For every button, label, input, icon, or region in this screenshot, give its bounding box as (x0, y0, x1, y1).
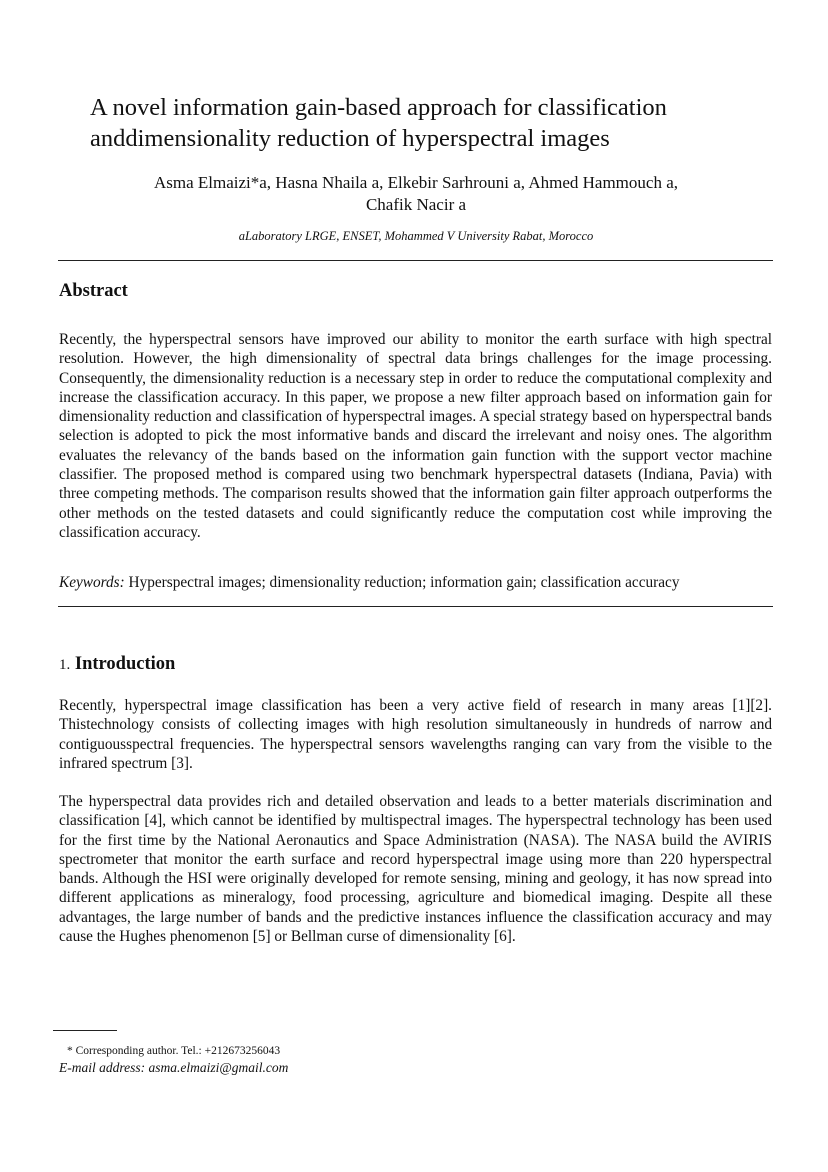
intro-paragraph-1: Recently, hyperspectral image classification has been a very active field of research in many areas [1][2]. Thistechnology consists of collecting images with high resolution simultaneously in hundreds of narrow and contiguousspectral frequencies. The hyperspectral sensors wavelengths ranging can vary from the visible to the infrared spectrum [3]. (59, 697, 772, 772)
author-list (60, 172, 772, 216)
abstract-heading: Abstract (59, 281, 128, 301)
section-number: 1. (59, 657, 71, 673)
introduction-heading (59, 654, 175, 675)
keywords-text: Hyperspectral images; dimensionality reduction; information gain; classification accuracy (124, 574, 680, 591)
authors-line-2: Chafik Nacir a (365, 195, 467, 214)
paper-title: A novel information gain-based approach for classification anddimensionality reduction of hyperspectral images (90, 94, 667, 152)
top-divider (58, 260, 773, 261)
email-address: E-mail address: asma.elmaizi@gmail.com (59, 1060, 289, 1075)
keywords-label: Keywords: (59, 574, 125, 591)
intro-paragraph-2: The hyperspectral data provides rich and detailed observation and leads to a better materials discrimination and classification [4], which cannot be identified by multispectral images. The hyperspectral technology has been used for the first time by the National Aeronautics and Space Administration (NASA). The NASA build the AVIRIS spectrometer that monitor the earth surface and record hyperspectral image using more than 220 hyperspectral bands. Although the HSI were originally developed for remote sensing, mining and geology, it has now spread into different applications as mineralogy, food processing, agriculture and biomedical imaging. Despite all these advantages, the large number of bands and the predictive instances influence the classification accuracy and may cause the Hughes phenomenon [5] or Bellman curse of dimensionality [6]. (59, 793, 772, 946)
abstract-text: Recently, the hyperspectral sensors have improved our ability to monitor the earth surface with high spectral resolution. However, the high dimensionality of spectral data brings challenges for the image processing. Consequently, the dimensionality reduction is a necessary step in order to reduce the computational complexity and increase the classification accuracy. In this paper, we propose a new filter approach based on information gain for dimensionality reduction and classification of hyperspectral images. A special strategy based on hyperspectral bands selection is adopted to pick the most informative bands and discard the irrelevant and noisy ones. The algorithm evaluates the relevancy of the bands based on the information gain function with the support vector machine classifier. The proposed method is compared using two benchmark hyperspectral datasets (Indiana, Pavia) with three competing methods. The comparison results showed that the information gain filter approach outperforms the other methods on the tested datasets and could significantly reduce the computation cost while improving the classification accuracy. (59, 331, 772, 541)
keywords (59, 573, 772, 592)
corresponding-author-note: * Corresponding author. Tel.: +212673256043 (67, 1045, 281, 1057)
abstract-divider (58, 606, 773, 607)
section-title: Introduction (74, 654, 176, 674)
authors-line-1: Asma Elmaizi*a, Hasna Nhaila a, Elkebir Sarhrouni a, Ahmed Hammouch a, (153, 173, 678, 192)
footnote-divider (53, 1030, 117, 1031)
affiliation: aLaboratory LRGE, ENSET, Mohammed V University Rabat, Morocco (238, 229, 594, 243)
